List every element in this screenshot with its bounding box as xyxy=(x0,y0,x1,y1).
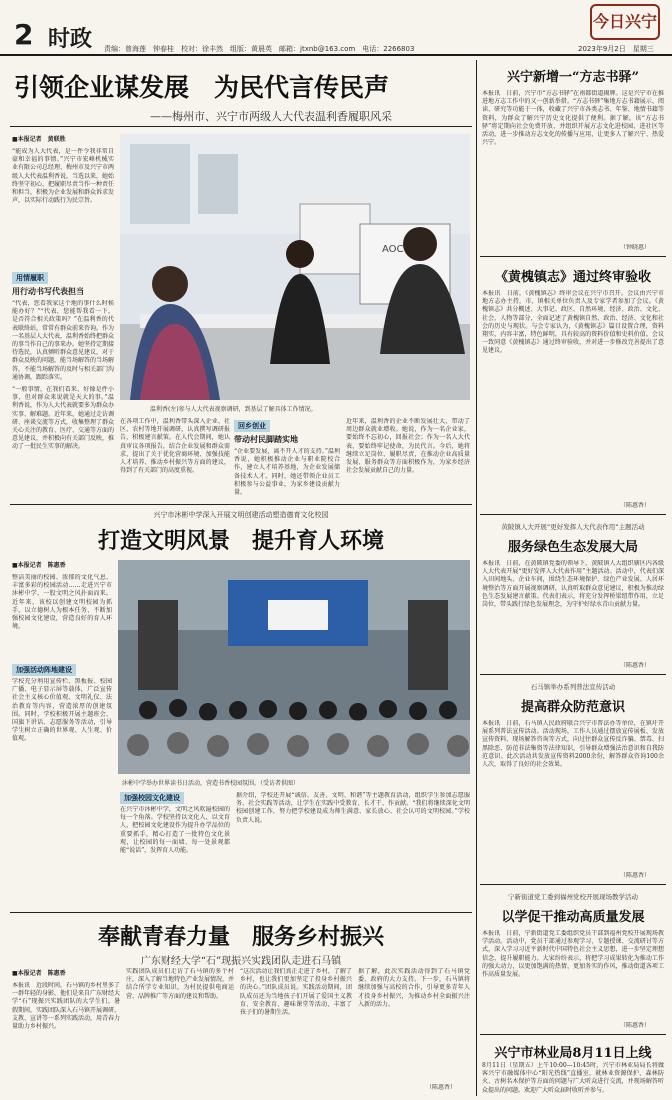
lead-subhead-2: 回乡创业 xyxy=(234,420,270,432)
lead-photo-caption: 温利香(左)参与人大代表视察调研，到基层了解具体工作情况。 xyxy=(150,406,317,413)
huangbei-kicker: 黄陂镇人大开展“更好发挥人大代表作用”主题活动 xyxy=(501,523,645,531)
right-column xyxy=(480,60,666,1096)
school-paragraph-1: 整洁美丽的校园、浓郁的文化气息、丰富多彩的校园活动……走进兴宁市沐彬中学，一股文明之风扑面而来。近年来，该校以创建文明校园为抓手，以立德树人为根本任务，不断加强校园文化建设，营造良好的育人环境。 xyxy=(12,574,112,631)
linye-body: 8月11日（星期五）上午10:00—10:45时，兴宁市林业局局长将做客兴宁市融媒体中心“阳光热线”直播室，就林业资源保护、森林防火、古树名木保护等方面的问题与广大听众进行交流，并现场解答听众提出的问题。欢迎广大听众届时收听并参与。 xyxy=(482,1062,664,1094)
lead-photo-image xyxy=(120,134,470,400)
lead-subhead-1: 用情履职 xyxy=(12,272,48,284)
divider xyxy=(480,514,666,515)
shima-author: （陈惠香） xyxy=(620,872,651,879)
lead-paragraph-1: “能成为人大代表，是一件令我非常自豪和幸福的事情。”兴宁市宏峰机械实业有限公司总经理、梅州市及兴宁市两级人大代表温利香说，当选以来，她始终坚守初心，把履职尽责当作一种责任和担当，积极为企业发展和群众诉求发声，以实际行动践行为民宗旨。 xyxy=(12,148,114,205)
lead-title: 引领企业谋发展 为民代言传民声 xyxy=(14,73,390,102)
huangbei-title: 服务绿色生态发展大局 xyxy=(507,540,638,555)
lead-column-2b: “企业要发展，离不开人才的支持。”温利香说，她积极推动企业与职业院校合作，建立人才培养基地，为企业发展储备技术人才。同时，她还带领企业员工积极参与公益事业，为家乡建设贡献力量。 xyxy=(234,448,340,497)
school-kicker: 兴宁市沐彬中学深入开展文明创建活动塑造德育文化校园 xyxy=(153,511,329,519)
column-divider xyxy=(476,60,477,1096)
school-photo-caption: 沐彬中学举办世界读书日活动，营造书香校园氛围。（受访者供图） xyxy=(122,780,300,787)
school-byline: ■本报记者 陈惠香 xyxy=(12,562,66,569)
issue-date: 2023年9月2日 星期三 xyxy=(578,45,654,53)
volunteer-byline: ■本报记者 陈惠香 xyxy=(12,970,66,977)
volunteer-paragraph-3: “这次活动让我们真正走进了乡村，了解了乡村，也让我们更加坚定了投身乡村振兴的决心。”团队成员说。实践活动期间，团队成员还为当地孩子们开展了爱国主义教育、安全教育、趣味课堂等活动，丰富了孩子们的暑期生活。 xyxy=(240,968,352,1017)
lead-photo xyxy=(120,134,470,400)
huangbei-author: （陈惠香） xyxy=(620,662,651,669)
huanghuai-title: 《黄槐镇志》通过终审验收 xyxy=(494,270,651,285)
lead-subhead-2-title: 带动村民脚踏实地 xyxy=(234,435,298,444)
volunteer-author: （陈惠香） xyxy=(426,1084,457,1091)
fangzhi-body: 本报讯 日前，兴宁市“方志书驿”在南都街道揭牌。这是兴宁市在推进地方志工作中的又一创新举措。“方志书驿”集地方志书籍展示、阅读、研究等功能于一体，收藏了兴宁市各类志书、年鉴、地情书籍等资料，为群众了解兴宁历史文化提供了便利。据了解，该“方志书驿”将定期向社会免费开放，并组织开展方志文化进校园、进社区等活动，进一步推动方志文化的传播与应用，让更多人了解兴宁、热爱兴宁。 xyxy=(482,90,664,147)
fangzhi-author: （钟晓惠） xyxy=(620,244,651,251)
lead-column-3: 近年来，温利香的企业不断发展壮大，带动了周边群众就业增收。她说，作为一名企业家，要始终不忘初心，回报社会；作为一名人大代表，要始终牢记使命，为民代言。今后，她将继续立足岗位、履职尽责，在推动企业高质量发展、服务群众等方面积极作为，为家乡经济社会发展贡献自己的力量。 xyxy=(346,418,470,475)
newspaper-logo: 今日兴宁 xyxy=(590,4,660,40)
ningxin-body: 本报讯 日前，宁新街道党工委组织党员干部到福州党校开展现场教学活动。活动中，党员干部通过参观学习、专题授课、交流研讨等方式，深入学习习近平新时代中国特色社会主义思想，进一步坚定理想信念，提升履职能力。大家纷纷表示，将把学习成果转化为推动工作的强大动力，以更加饱满的热情、更加务实的作风，推动街道各项工作高质量发展。 xyxy=(482,930,664,979)
divider xyxy=(10,126,472,127)
section-title: 时政 xyxy=(48,27,93,52)
divider xyxy=(480,884,666,885)
volunteer-article xyxy=(10,914,472,1096)
divider xyxy=(10,504,472,505)
shima-body: 本报讯 日前，石马镇人民政府联合兴宁市普法办等单位，在镇圩开展系列普法宣传活动。活动现场，工作人员通过摆放宣传展板、发放宣传资料、现场解答咨询等方式，向过往群众宣传反诈骗、禁毒、扫黑除恶、防范非法集资等法律知识，引导群众增强法治意识和自我防范意识。此次活动共发放宣传资料2000余份，解答群众咨询100余人次，取得了良好的社会效果。 xyxy=(482,720,664,769)
volunteer-paragraph-4: 据了解，此次实践活动得到了石马镇党委、政府的大力支持。下一步，石马镇将继续加强与高校的合作，引导更多青年人才投身乡村振兴，为推动乡村全面振兴注入新的活力。 xyxy=(358,968,470,1008)
shima-kicker: 石马镇举办系列普法宣传活动 xyxy=(530,683,616,691)
page-number: 2 xyxy=(14,18,34,51)
lead-paragraph-3: “一般事情，在我们看来，好像是件小事，但对群众来说就是天大的事。”温利香说，作为人大代表就要多为群众办实事、解难题。近年来，她通过走访调研、座谈交流等方式，收集整理了群众关心关注的教育、医疗、交通等方面的意见建议，并积极向有关部门反映，推动了一批民生实事的解决。 xyxy=(12,386,114,451)
page-header xyxy=(0,0,672,56)
lead-column-2a: 在各项工作中，温利香带头深入企业、社区、农村等地开展调研，认真撰写调研报告，积极建言献策。在人代会期间，她认真审议各项报告，结合企业发展和群众需求，提出了关于优化营商环境、加强技能人才培养、推动乡村振兴等方面的建议，得到了有关部门的高度重视。 xyxy=(120,418,230,475)
lead-subhead-1-title: 用行动书写代表担当 xyxy=(12,287,84,296)
divider xyxy=(480,1034,666,1035)
lead-article xyxy=(10,60,472,500)
ningxin-title: 以学促干推动高质量发展 xyxy=(501,910,645,925)
shima-title: 提高群众防范意识 xyxy=(520,700,625,715)
volunteer-title: 奉献青春力量 服务乡村振兴 xyxy=(97,924,384,950)
school-title: 打造文明风景 提升育人环境 xyxy=(97,528,384,554)
volunteer-paragraph-2: 实践团队成员们走访了石马镇的多个村庄，深入了解当地特色产业发展情况，并结合所学专业知识，为村民提供电商运营、品牌推广等方面的建议和帮助。 xyxy=(126,968,234,1000)
ningxin-author: （陈惠香） xyxy=(620,1022,651,1029)
school-article xyxy=(10,506,472,910)
huanghuai-body: 本报讯 日前，《黄槐镇志》终审会议在兴宁市召开。会议由兴宁市地方志办主持，市、镇相关单位负责人及专家学者参加了会议。《黄槐镇志》共分概述、大事记、政区、自然环境、经济、政治、文化、社会、人物等部分，全面记述了黄槐镇自然、政治、经济、文化和社会的历史与现状。与会专家认为，《黄槐镇志》篇目设置合理，资料翔实，内容丰富，特色鲜明，具有较高的资料价值和史料价值。会议一致同意《黄槐镇志》通过终审验收，并对进一步修改完善提出了意见建议。 xyxy=(482,290,664,355)
volunteer-paragraph-1: 本报讯 近段时间，石马镇的乡村里多了一群年轻的身影，他们是来自广东财经大学“石”现振兴实践团队的大学生们。暑假期间，实践团队深入石马镇开展调研、支教、宣讲等一系列实践活动，用青春力量助力乡村振兴。 xyxy=(12,982,120,1031)
huangbei-body: 本报讯 日前，在黄陂镇党委的领导下，黄陂镇人大组织辖区内各级人大代表开展“更好发挥人大代表作用”主题活动。活动中，代表们深入田间地头、企业车间，围绕生态环境保护、绿色产业发展、人居环境整治等方面开展视察调研，认真听取群众意见建议，积极为推动绿色生态发展建言献策。代表们表示，将充分发挥桥梁纽带作用，立足岗位，带头践行绿色发展理念，为守护好绿水青山贡献力量。 xyxy=(482,560,664,609)
school-paragraph-2: 学校充分利用宣传栏、黑板报、校园广播、电子显示屏等载体，广泛宣传社会主义核心价值观、文明礼仪、法治教育等内容，营造浓厚的创建氛围。同时，学校积极开展主题班会、国旗下讲话、志愿服务等活动，引导学生树立正确的世界观、人生观、价值观。 xyxy=(12,678,112,743)
divider xyxy=(480,256,666,257)
editor-meta: 责编：曾海莲 钟春桂 校对：徐丰然 组版：黄晨英 邮箱：jtxnb@163.com 电话：2266803 xyxy=(104,45,415,53)
divider xyxy=(480,674,666,675)
school-photo-image xyxy=(118,560,470,774)
ningxin-kicker: 宁新街道党工委到福州党校开展现场教学活动 xyxy=(508,893,638,901)
lead-subtitle: ——梅州市、兴宁市两级人大代表温利香履职风采 xyxy=(150,110,392,123)
school-subhead-1: 加强活动阵地建设 xyxy=(12,664,76,676)
lead-byline: ■本报记者 黄联胜 xyxy=(12,136,66,143)
fangzhi-title: 兴宁新增一“方志书驿” xyxy=(507,70,639,85)
huanghuai-author: （陈惠香） xyxy=(620,502,651,509)
volunteer-subtitle: 广东财经大学“石”现振兴实践团队走进石马镇 xyxy=(140,956,342,967)
lead-paragraph-2: “代表，您看我家这个地的事什么时候能办好？”“代表，您能帮我看一下，是否符合相关政策吗？”在温利香的代表联络站，常常有群众前来咨询。作为一名基层人大代表，温利香始终把群众的事当作自己的事来办。她坚持定期接待选民，认真倾听群众意见建议，对于群众反映的问题，能当场解答的当场解答，不能当场解答的及时与相关部门沟通协调，跟踪落实。 xyxy=(12,300,114,381)
school-photo xyxy=(118,560,470,774)
divider xyxy=(10,912,472,913)
school-column-2: 在兴宁市沐彬中学，文明之风吹遍校园的每一个角落。学校坚持以文化人、以文育人，把校园文化建设作为提升办学品位的重要抓手，精心打造了一批特色文化景观，让校园的每一面墙、每一处景观都能“说话”，发挥育人功能。 xyxy=(120,806,230,855)
linye-title: 兴宁市林业局8月11日上线 xyxy=(494,1046,652,1061)
svg-text:AOC: AOC xyxy=(382,244,404,255)
school-subhead-2: 加强校园文化建设 xyxy=(120,792,184,804)
school-column-3: 据介绍，学校还开展“诚信、友善、文明、和谐”等主题教育活动，组织学生参加志愿服务、社会实践等活动，让学生在实践中受教育、长才干、作贡献。“我们将继续深化文明校园创建工作，努力把学校建设成为师生满意、家长放心、社会认可的文明校园。”学校负责人说。 xyxy=(236,792,470,824)
